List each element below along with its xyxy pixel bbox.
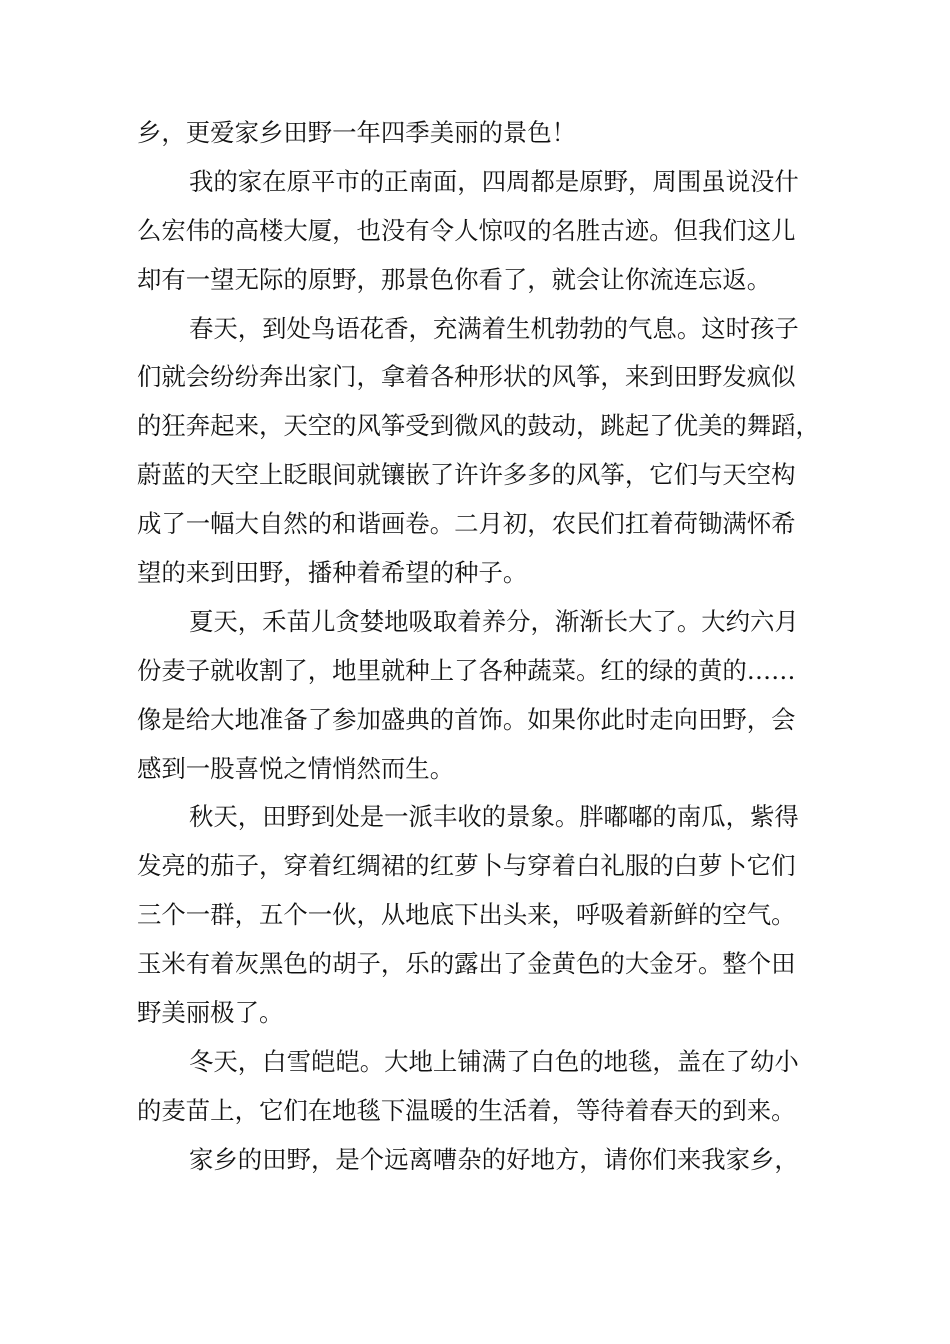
paragraph <box>137 158 857 305</box>
paragraph <box>137 1136 857 1185</box>
text-line: 野美丽极了。 <box>137 998 284 1028</box>
text-line: 秋天，田野到处是一派丰收的景象。胖嘟嘟的南瓜，紫得 <box>189 802 799 832</box>
text-line: 我的家在原平市的正南面，四周都是原野，周围虽说没什 <box>189 166 799 196</box>
text-line: 乡，更爱家乡田野一年四季美丽的景色！ <box>137 118 577 147</box>
text-line: 夏天，禾苗儿贪婪地吸取着养分，渐渐长大了。大约六月 <box>189 606 799 636</box>
text-line: 像是给大地准备了参加盛典的首饰。如果你此时走向田野，会 <box>137 704 796 734</box>
paragraph <box>137 109 857 158</box>
paragraph <box>137 598 857 794</box>
text-line: 冬天，白雪皑皑。大地上铺满了白色的地毯，盖在了幼小 <box>189 1046 799 1076</box>
text-line: 们就会纷纷奔出家门，拿着各种形状的风筝，来到田野发疯似 <box>137 362 796 392</box>
text-line: 却有一望无际的原野，那景色你看了，就会让你流连忘返。 <box>137 264 772 294</box>
text-line: 玉米有着灰黑色的胡子，乐的露出了金黄色的大金牙。整个田 <box>137 949 796 979</box>
text-line: 的麦苗上，它们在地毯下温暖的生活着，等待着春天的到来。 <box>137 1095 796 1125</box>
text-line: 春天，到处鸟语花香，充满着生机勃勃的气息。这时孩子 <box>189 313 799 343</box>
text-line: 蔚蓝的天空上眨眼间就镶嵌了许许多多的风筝，它们与天空构 <box>137 460 796 490</box>
text-line: 么宏伟的高楼大厦，也没有令人惊叹的名胜古迹。但我们这儿 <box>137 215 796 245</box>
text-line: 三个一群，五个一伙，从地底下出头来，呼吸着新鲜的空气。 <box>137 900 796 930</box>
essay-text <box>137 109 857 1185</box>
text-line: 的狂奔起来，天空的风筝受到微风的鼓动，跳起了优美的舞蹈， <box>137 411 820 441</box>
text-line: 感到一股喜悦之情悄然而生。 <box>137 753 455 783</box>
text-line: 家乡的田野，是个远离嘈杂的好地方，请你们来我家乡， <box>189 1144 799 1174</box>
paragraph <box>137 305 857 598</box>
text-line: 成了一幅大自然的和谐画卷。二月初，农民们扛着荷锄满怀希 <box>137 509 796 539</box>
paragraph <box>137 1038 857 1136</box>
text-line: 望的来到田野，播种着希望的种子。 <box>137 558 528 588</box>
paragraph <box>137 793 857 1037</box>
text-line: 份麦子就收割了，地里就种上了各种蔬菜。红的绿的黄的…… <box>137 655 796 685</box>
text-line: 发亮的茄子，穿着红绸裙的红萝卜与穿着白礼服的白萝卜它们 <box>137 851 796 881</box>
